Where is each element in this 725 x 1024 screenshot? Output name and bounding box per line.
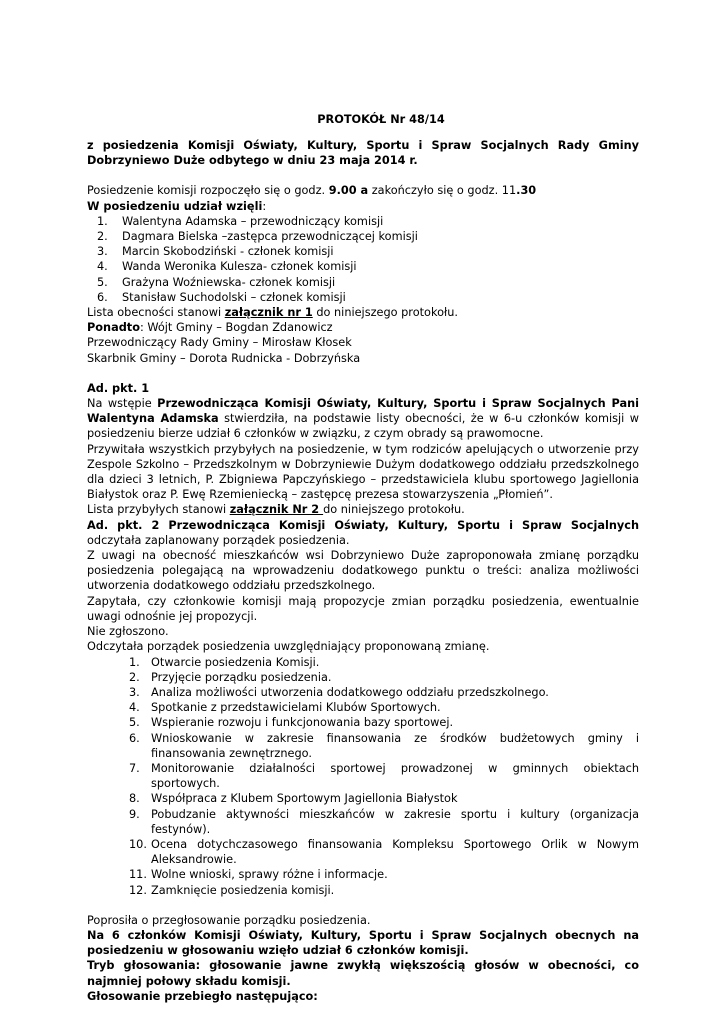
member-item-text: Wanda Weronika Kulesza- członek komisji [122,260,357,274]
agenda-item-text: Wspieranie rozwoju i funkcjonowania bazy sportowej. [151,716,454,730]
document-page [87,112,639,1004]
agenda-item [87,655,639,670]
agenda-item [87,867,639,882]
agenda-item-number: 2. [129,670,140,684]
agenda-item-number: 11. [129,868,147,882]
agenda-item [87,670,639,685]
agenda-item-text: Pobudzanie aktywności mieszkańców w zakresie sportu i kultury (organizacja festynów). [151,807,639,836]
guest-line: Skarbnik Gminy – Dorota Rudnicka - Dobrzyńska [87,351,361,365]
member-item-text: Dagmara Bielska –zastępca przewodniczącej komisji [122,230,418,244]
member-item-number: 4. [97,260,108,274]
paragraph: Zapytała, czy członkowie komisji mają propozycje zmian porządku posiedzenia, ewentualnie uwagi odnośnie jej propozycji. [87,594,639,623]
agenda-item [87,883,639,898]
member-item-number: 1. [97,214,108,228]
agenda-item-number: 5. [129,716,140,730]
paragraph: Ad. pkt. 2 Przewodnicząca Komisji Oświaty, Kultury, Sportu i Spraw Socjalnych odczytała zaplanowany porządek posiedzenia. [87,518,639,547]
attendance-note: Lista obecności stanowi załącznik nr 1 do niniejszego protokołu. [87,306,458,320]
meeting-times: Posiedzenie komisji rozpoczęło się o godz. 9.00 a zakończyło się o godz. 11.30 [87,184,537,198]
paragraph: Głosowanie przebiegło następująco: [87,989,318,1003]
agenda-item-text: Monitorowanie działalności sportowej prowadzonej w gminnych obiektach sportowych. [151,761,639,791]
member-item [87,259,639,274]
agenda-item-number: 7. [129,761,140,775]
member-item [87,244,639,259]
agenda-item [87,731,639,761]
agenda-item-number: 1. [129,655,140,669]
agenda-item [87,700,639,715]
agenda-item-text: Przyjęcie porządku posiedzenia. [151,670,332,684]
paragraph: Z uwagi na obecność mieszkańców wsi Dobrzyniewo Duże zaproponowała zmianę porządku posiedzenia polegającą na wprowadzeniu dodatkowego punktu o treści: analiza możliwości utworzenia dodatkowego oddziału przedszkolnego. [87,549,639,593]
agenda-item [87,761,639,791]
member-item-number: 3. [97,245,108,259]
ponadto-line: Ponadto: Wójt Gminy – Bogdan Zdanowicz [87,321,333,335]
paragraph: Nie zgłoszono. [87,625,169,639]
member-item-text: Grażyna Woźniewska- członek komisji [122,275,336,289]
agenda-item-number: 10. [129,837,147,851]
agenda-item-text: Spotkanie z przedstawicielami Klubów Sportowych. [151,701,441,715]
agenda-item-text: Współpraca z Klubem Sportowym Jagiellonia Białystok [151,792,458,806]
member-item-number: 2. [97,230,108,244]
member-item [87,275,639,290]
members-list [87,214,639,305]
attendees-heading: W posiedzeniu udział wzięli: [87,199,267,213]
agenda-item-number: 12. [129,883,147,897]
member-item-text: Walentyna Adamska – przewodniczący komisji [122,214,384,228]
member-item [87,214,639,229]
member-item [87,290,639,305]
agenda-item-number: 9. [129,807,140,821]
agenda-item-number: 8. [129,792,140,806]
agenda-item-number: 3. [129,685,140,699]
section-heading: Ad. pkt. 1 [87,381,150,395]
paragraph: Na 6 członków Komisji Oświaty, Kultury, Sportu i Spraw Socjalnych obecnych na posiedzeniu w głosowaniu wzięło udział 6 członków komisji. [87,928,639,958]
document-title: PROTOKÓŁ Nr 48/14 [317,113,445,126]
guest-line: Przewodniczący Rady Gminy – Mirosław Kłosek [87,336,352,350]
attendance-note: Lista przybyłych stanowi załącznik Nr 2 do niniejszego protokołu. [87,503,465,517]
paragraph: Odczytała porządek posiedzenia uwzględniający proponowaną zmianę. [87,640,490,654]
member-item-text: Marcin Skobodziński - członek komisji [122,245,334,259]
agenda-list [87,655,639,898]
agenda-item-text: Wolne wnioski, sprawy różne i informacje. [151,868,388,882]
member-item-number: 5. [97,275,108,289]
paragraph: Na wstępie Przewodnicząca Komisji Oświaty, Kultury, Sportu i Spraw Socjalnych Pani Walentyna Adamska stwierdziła, na podstawie listy obecności, że w 6-u członków komisji w posiedzeniu bierze udział 6 członków w związku, z czym obrady są prawomocne. [87,397,639,441]
agenda-item-number: 4. [129,701,140,715]
document-subtitle: z posiedzenia Komisji Oświaty, Kultury, Sportu i Spraw Socjalnych Rady Gminy Dobrzyniewo Duże odbytego w dniu 23 maja 2014 r. [87,139,639,168]
agenda-item [87,791,639,806]
agenda-item-text: Zamknięcie posiedzenia komisji. [151,883,335,897]
agenda-item-text: Otwarcie posiedzenia Komisji. [151,655,320,669]
paragraph: Poprosiła o przegłosowanie porządku posiedzenia. [87,913,371,927]
agenda-item-text: Wnioskowanie w zakresie finansowania ze środków budżetowych gminy i finansowania zewnętrznego. [151,731,639,760]
member-item [87,229,639,244]
agenda-item-number: 6. [129,731,140,745]
paragraph: Tryb głosowania: głosowanie jawne zwykłą większością głosów w obecności, co najmniej połowy składu komisji. [87,959,639,988]
agenda-item [87,685,639,700]
member-item-number: 6. [97,290,108,304]
agenda-item-text: Ocena dotychczasowego finansowania Kompleksu Sportowego Orlik w Nowym Aleksandrowie. [151,837,639,867]
paragraph: Przywitała wszystkich przybyłych na posiedzenie, w tym rodziców apelujących o utworzenie przy Zespole Szkolno – Przedszkolnym w Dobrzyniewie Dużym dodatkowego oddziału przedszkolnego dla dzieci 3 letnich, P. Zbigniewa Papczyńskiego – przedstawiciela klubu sportowego Jagiellonia Białystok oraz P. Ewę Rzemieniecką – zastępcę prezesa stowarzyszenia „Płomień”. [87,442,639,502]
agenda-item [87,807,639,837]
agenda-item-text: Analiza możliwości utworzenia dodatkowego oddziału przedszkolnego. [151,685,549,699]
agenda-item [87,715,639,730]
member-item-text: Stanisław Suchodolski – członek komisji [122,290,346,304]
agenda-item [87,837,639,867]
